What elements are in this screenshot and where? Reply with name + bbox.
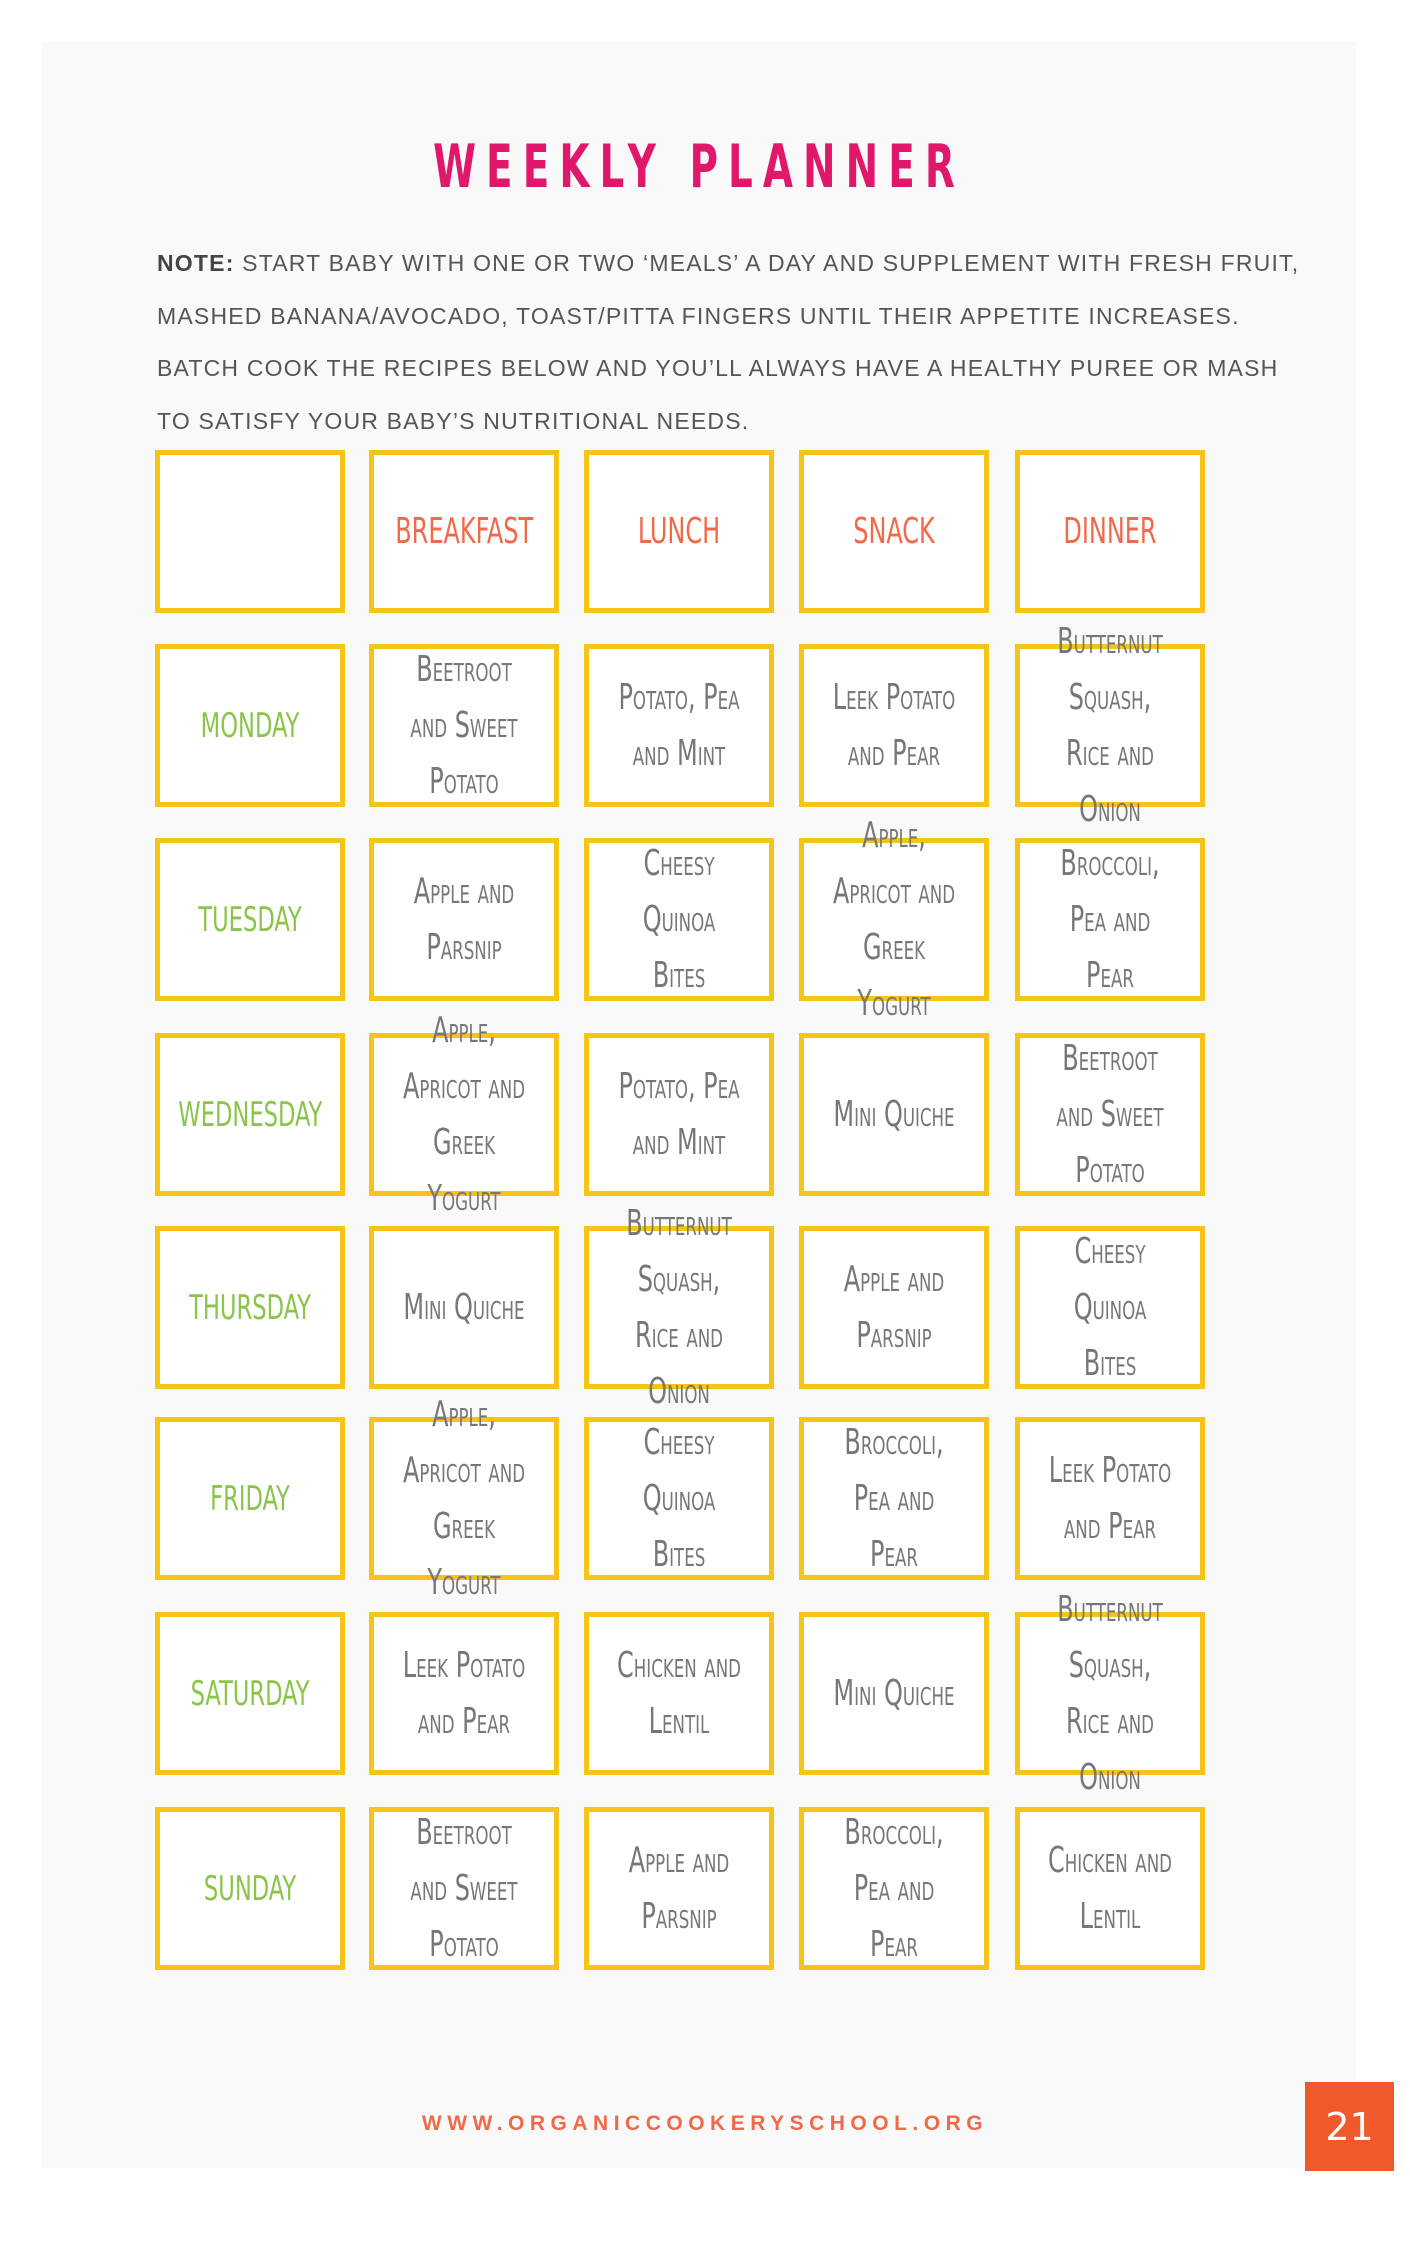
meal-cell-tuesday-lunch xyxy=(584,838,774,1001)
meal-cell-friday-breakfast xyxy=(369,1393,559,1603)
meal-cell-tuesday-snack xyxy=(799,814,989,1024)
meal-cell-friday-breakfast-label: Apple, Apricot and Greek Yogurt xyxy=(402,1393,526,1603)
meal-cell-thursday-lunch-label: Butternut Squash, Rice and Onion xyxy=(626,1202,732,1412)
day-cell-sunday-label: SUNDAY xyxy=(203,1868,297,1909)
day-cell-thursday xyxy=(155,1226,345,1389)
meal-cell-monday-lunch xyxy=(584,644,774,807)
meal-cell-wednesday-breakfast-label: Apple, Apricot and Greek Yogurt xyxy=(402,1009,526,1219)
meal-cell-monday-dinner xyxy=(1015,620,1205,830)
meal-cell-saturday-lunch-label: Chicken and Lentil xyxy=(617,1644,741,1742)
meal-cell-sunday-breakfast xyxy=(369,1807,559,1970)
page-title: WEEKLY PLANNER xyxy=(433,132,965,202)
meal-cell-friday-dinner xyxy=(1015,1417,1205,1580)
meal-cell-saturday-dinner-label: Butternut Squash, Rice and Onion xyxy=(1057,1588,1163,1798)
meal-cell-monday-breakfast xyxy=(369,644,559,807)
meal-cell-saturday-dinner xyxy=(1015,1588,1205,1798)
day-cell-tuesday xyxy=(155,838,345,1001)
day-cell-tuesday-label: TUESDAY xyxy=(198,899,302,940)
header-cell-snack-label: SNACK xyxy=(853,510,935,552)
header-cell-lunch-label: LUNCH xyxy=(637,510,721,552)
header-cell-breakfast xyxy=(369,450,559,613)
meal-cell-thursday-lunch xyxy=(584,1202,774,1412)
meal-cell-sunday-lunch xyxy=(584,1807,774,1970)
meal-cell-wednesday-dinner xyxy=(1015,1033,1205,1196)
day-cell-friday-label: FRIDAY xyxy=(210,1478,290,1519)
meal-cell-tuesday-snack-label: Apple, Apricot and Greek Yogurt xyxy=(832,814,956,1024)
header-cell-breakfast-label: BREAKFAST xyxy=(395,510,533,552)
meal-cell-saturday-snack-label: Mini Quiche xyxy=(833,1672,955,1714)
meal-cell-tuesday-lunch-label: Cheesy Quinoa Bites xyxy=(642,842,716,996)
meal-cell-friday-snack-label: Broccoli, Pea and Pear xyxy=(844,1421,944,1575)
meal-cell-wednesday-dinner-label: Beetroot and Sweet Potato xyxy=(1056,1037,1164,1191)
day-cell-sunday xyxy=(155,1807,345,1970)
header-corner-cell xyxy=(155,450,345,613)
header-cell-snack xyxy=(799,450,989,613)
meal-cell-sunday-snack xyxy=(799,1807,989,1970)
meal-cell-monday-breakfast-label: Beetroot and Sweet Potato xyxy=(410,648,518,802)
meal-cell-thursday-snack xyxy=(799,1226,989,1389)
meal-cell-tuesday-dinner-label: Broccoli, Pea and Pear xyxy=(1060,842,1160,996)
page-number-badge: 21 xyxy=(1305,2082,1394,2171)
note-label: NOTE: xyxy=(157,250,235,276)
meal-cell-tuesday-breakfast-label: Apple and Parsnip xyxy=(413,870,515,968)
meal-cell-friday-lunch-label: Cheesy Quinoa Bites xyxy=(642,1421,716,1575)
meal-cell-sunday-dinner xyxy=(1015,1807,1205,1970)
header-cell-dinner xyxy=(1015,450,1205,613)
note-paragraph xyxy=(157,237,1307,447)
day-cell-saturday xyxy=(155,1612,345,1775)
meal-cell-saturday-snack xyxy=(799,1612,989,1775)
day-cell-friday xyxy=(155,1417,345,1580)
meal-cell-saturday-breakfast-label: Leek Potato and Pear xyxy=(402,1644,526,1742)
meal-cell-friday-dinner-label: Leek Potato and Pear xyxy=(1048,1449,1172,1547)
meal-cell-sunday-lunch-label: Apple and Parsnip xyxy=(628,1839,730,1937)
day-cell-monday-label: MONDAY xyxy=(200,705,300,746)
day-cell-wednesday xyxy=(155,1033,345,1196)
meal-cell-wednesday-lunch xyxy=(584,1033,774,1196)
meal-cell-tuesday-breakfast xyxy=(369,838,559,1001)
footer-url[interactable]: WWW.ORGANICCOOKERYSCHOOL.ORG xyxy=(421,2112,989,2135)
day-cell-monday xyxy=(155,644,345,807)
meal-cell-wednesday-lunch-label: Potato, Pea and Mint xyxy=(618,1065,740,1163)
meal-cell-wednesday-snack xyxy=(799,1033,989,1196)
meal-cell-friday-snack xyxy=(799,1417,989,1580)
header-cell-dinner-label: DINNER xyxy=(1063,510,1157,552)
meal-cell-wednesday-snack-label: Mini Quiche xyxy=(833,1093,955,1135)
meal-cell-monday-lunch-label: Potato, Pea and Mint xyxy=(618,676,740,774)
meal-cell-monday-dinner-label: Butternut Squash, Rice and Onion xyxy=(1057,620,1163,830)
meal-cell-wednesday-breakfast xyxy=(369,1009,559,1219)
note-text: START BABY WITH ONE OR TWO ‘MEALS’ A DAY AND SUPPLEMENT WITH FRESH FRUIT, MASHED BANANA/AVOCADO, TOAST/PITTA FINGERS UNTIL THEIR APPETITE INCREASES. BATCH COOK THE RECIPES BELOW AND YOU’LL ALWAYS HAVE A HEALTHY PUREE OR MASH TO SATISFY YOUR BABY’S NUTRITIONAL NEEDS. xyxy=(157,250,1300,434)
meal-cell-saturday-lunch xyxy=(584,1612,774,1775)
day-cell-thursday-label: THURSDAY xyxy=(189,1287,311,1328)
meal-cell-sunday-snack-label: Broccoli, Pea and Pear xyxy=(844,1811,944,1965)
header-cell-lunch xyxy=(584,450,774,613)
meal-cell-monday-snack-label: Leek Potato and Pear xyxy=(832,676,956,774)
meal-cell-sunday-dinner-label: Chicken and Lentil xyxy=(1048,1839,1172,1937)
meal-cell-thursday-breakfast xyxy=(369,1226,559,1389)
meal-cell-thursday-snack-label: Apple and Parsnip xyxy=(843,1258,945,1356)
meal-cell-thursday-dinner-label: Cheesy Quinoa Bites xyxy=(1073,1230,1147,1384)
day-cell-wednesday-label: WEDNESDAY xyxy=(177,1094,323,1135)
meal-cell-monday-snack xyxy=(799,644,989,807)
meal-cell-thursday-breakfast-label: Mini Quiche xyxy=(403,1286,525,1328)
meal-cell-friday-lunch xyxy=(584,1417,774,1580)
day-cell-saturday-label: SATURDAY xyxy=(190,1673,310,1714)
meal-cell-saturday-breakfast xyxy=(369,1612,559,1775)
meal-cell-thursday-dinner xyxy=(1015,1226,1205,1389)
meal-cell-tuesday-dinner xyxy=(1015,838,1205,1001)
meal-cell-sunday-breakfast-label: Beetroot and Sweet Potato xyxy=(410,1811,518,1965)
